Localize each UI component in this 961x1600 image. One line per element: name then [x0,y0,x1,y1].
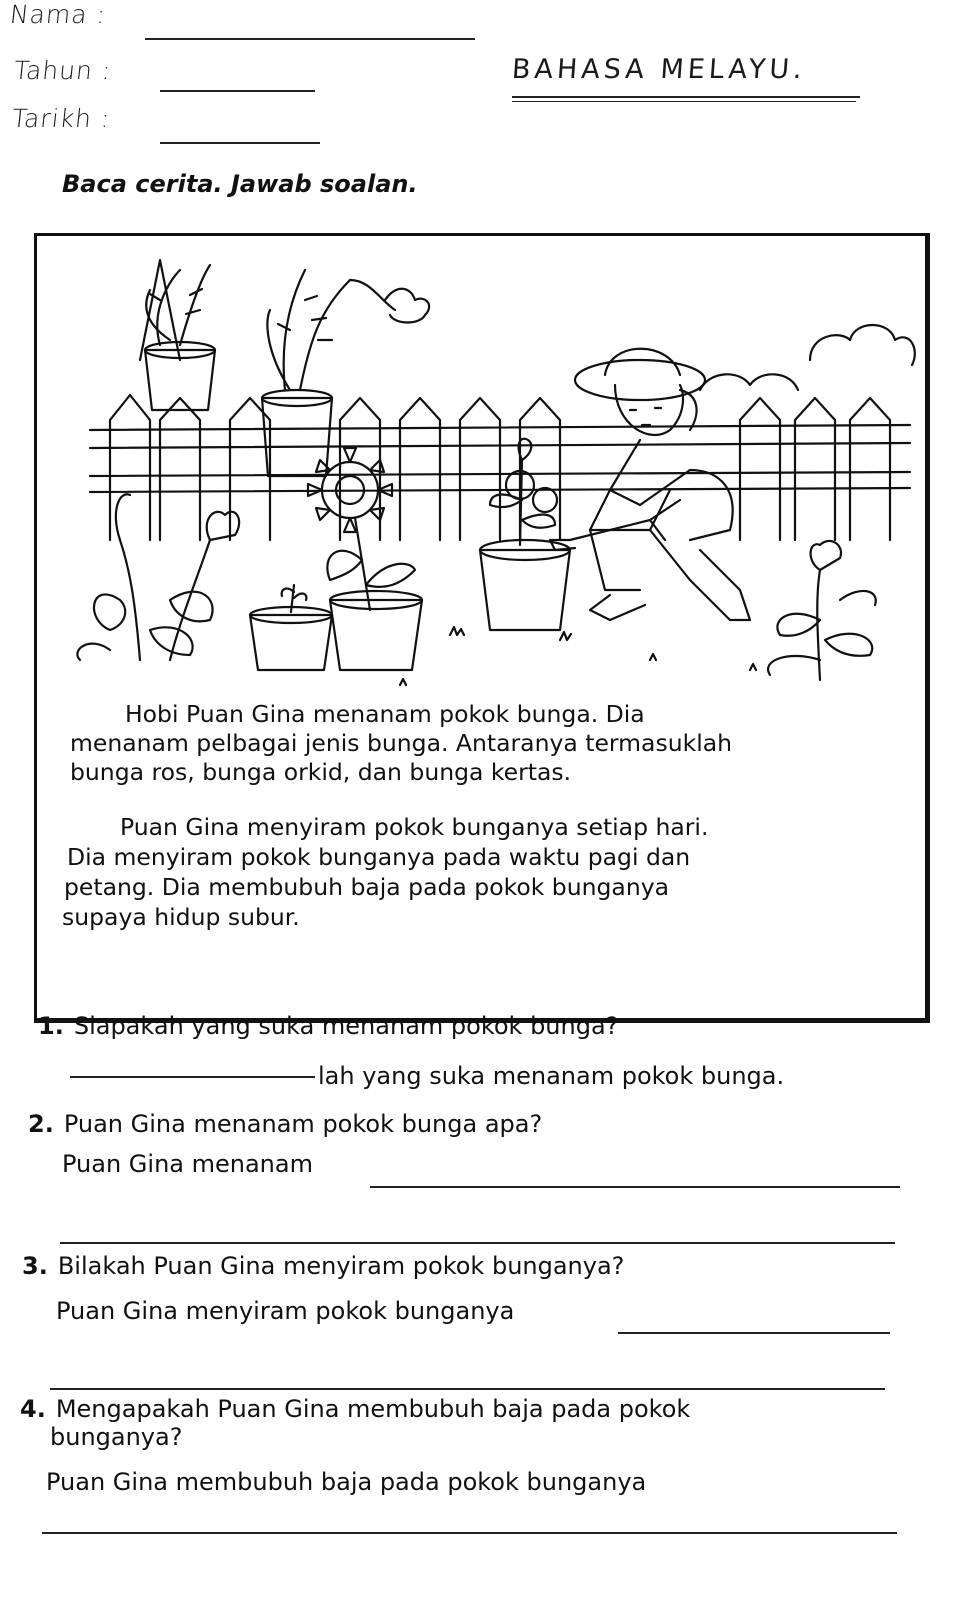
story-line-3: bunga ros, bunga orkid, dan bunga kertas. [70,758,572,786]
answer-1-blank[interactable] [70,1076,315,1078]
question-3 [22,1252,624,1280]
answer-3-blank-1[interactable] [618,1332,890,1334]
subject-title: BAHASA MELAYU. [510,54,807,85]
question-1 [38,1012,618,1040]
question-2 [28,1110,542,1138]
tahun-answer-line[interactable] [160,90,315,92]
story-line-4: Puan Gina menyiram pokok bunganya setiap hari. [120,813,709,841]
answer-2-blank-2[interactable] [60,1242,895,1244]
hanging-pot-left [140,260,215,410]
answer-3-blank-2[interactable] [50,1388,885,1390]
answer-3-prompt: Puan Gina menyiram pokok bunganya [56,1297,515,1325]
answer-2-blank-1[interactable] [370,1186,900,1188]
question-4-number: 4. [20,1395,46,1423]
answer-2-prompt: Puan Gina menanam [62,1150,313,1178]
nama-label: Nama : [8,0,108,29]
question-4-text: Mengapakah Puan Gina membubuh baja pada pokok [55,1395,691,1423]
rose-pot [480,439,570,630]
question-1-number: 1. [38,1012,64,1040]
answer-1-prompt: lah yang suka menanam pokok bunga. [318,1062,785,1090]
tarikh-label: Tarikh : [10,104,112,133]
question-2-text: Puan Gina menanam pokok bunga apa? [63,1110,543,1138]
answer-4-prompt: Puan Gina membubuh baja pada pokok bunganya [46,1468,647,1496]
story-line-7: supaya hidup subur. [62,903,300,931]
story-line-5: Dia menyiram pokok bunganya pada waktu pagi dan [67,843,691,871]
story-line-1: Hobi Puan Gina menanam pokok bunga. Dia [125,700,645,728]
question-3-text: Bilakah Puan Gina menyiram pokok bunganya? [57,1252,625,1280]
question-2-number: 2. [28,1110,54,1138]
subject-underline-2 [512,101,856,102]
fence-pickets [110,395,890,540]
subject-underline-1 [512,96,860,98]
question-4-text-line2: bunganya? [50,1423,183,1451]
plant-left [77,494,239,660]
answer-4-blank[interactable] [42,1532,897,1534]
instruction-text: Baca cerita. Jawab soalan. [62,170,418,198]
nama-answer-line[interactable] [145,38,475,40]
tarikh-answer-line[interactable] [160,142,320,144]
plant-right [768,541,876,680]
question-1-text: Siapakah yang suka menanam pokok bunga? [73,1012,619,1040]
gardener-woman [550,349,750,620]
tahun-label: Tahun : [12,56,113,85]
garden-illustration [50,240,920,710]
story-line-6: petang. Dia membubuh baja pada pokok bunganya [64,873,670,901]
question-3-number: 3. [22,1252,48,1280]
story-line-2: menanam pelbagai jenis bunga. Antaranya termasuklah [70,729,733,757]
question-4 [20,1395,690,1423]
